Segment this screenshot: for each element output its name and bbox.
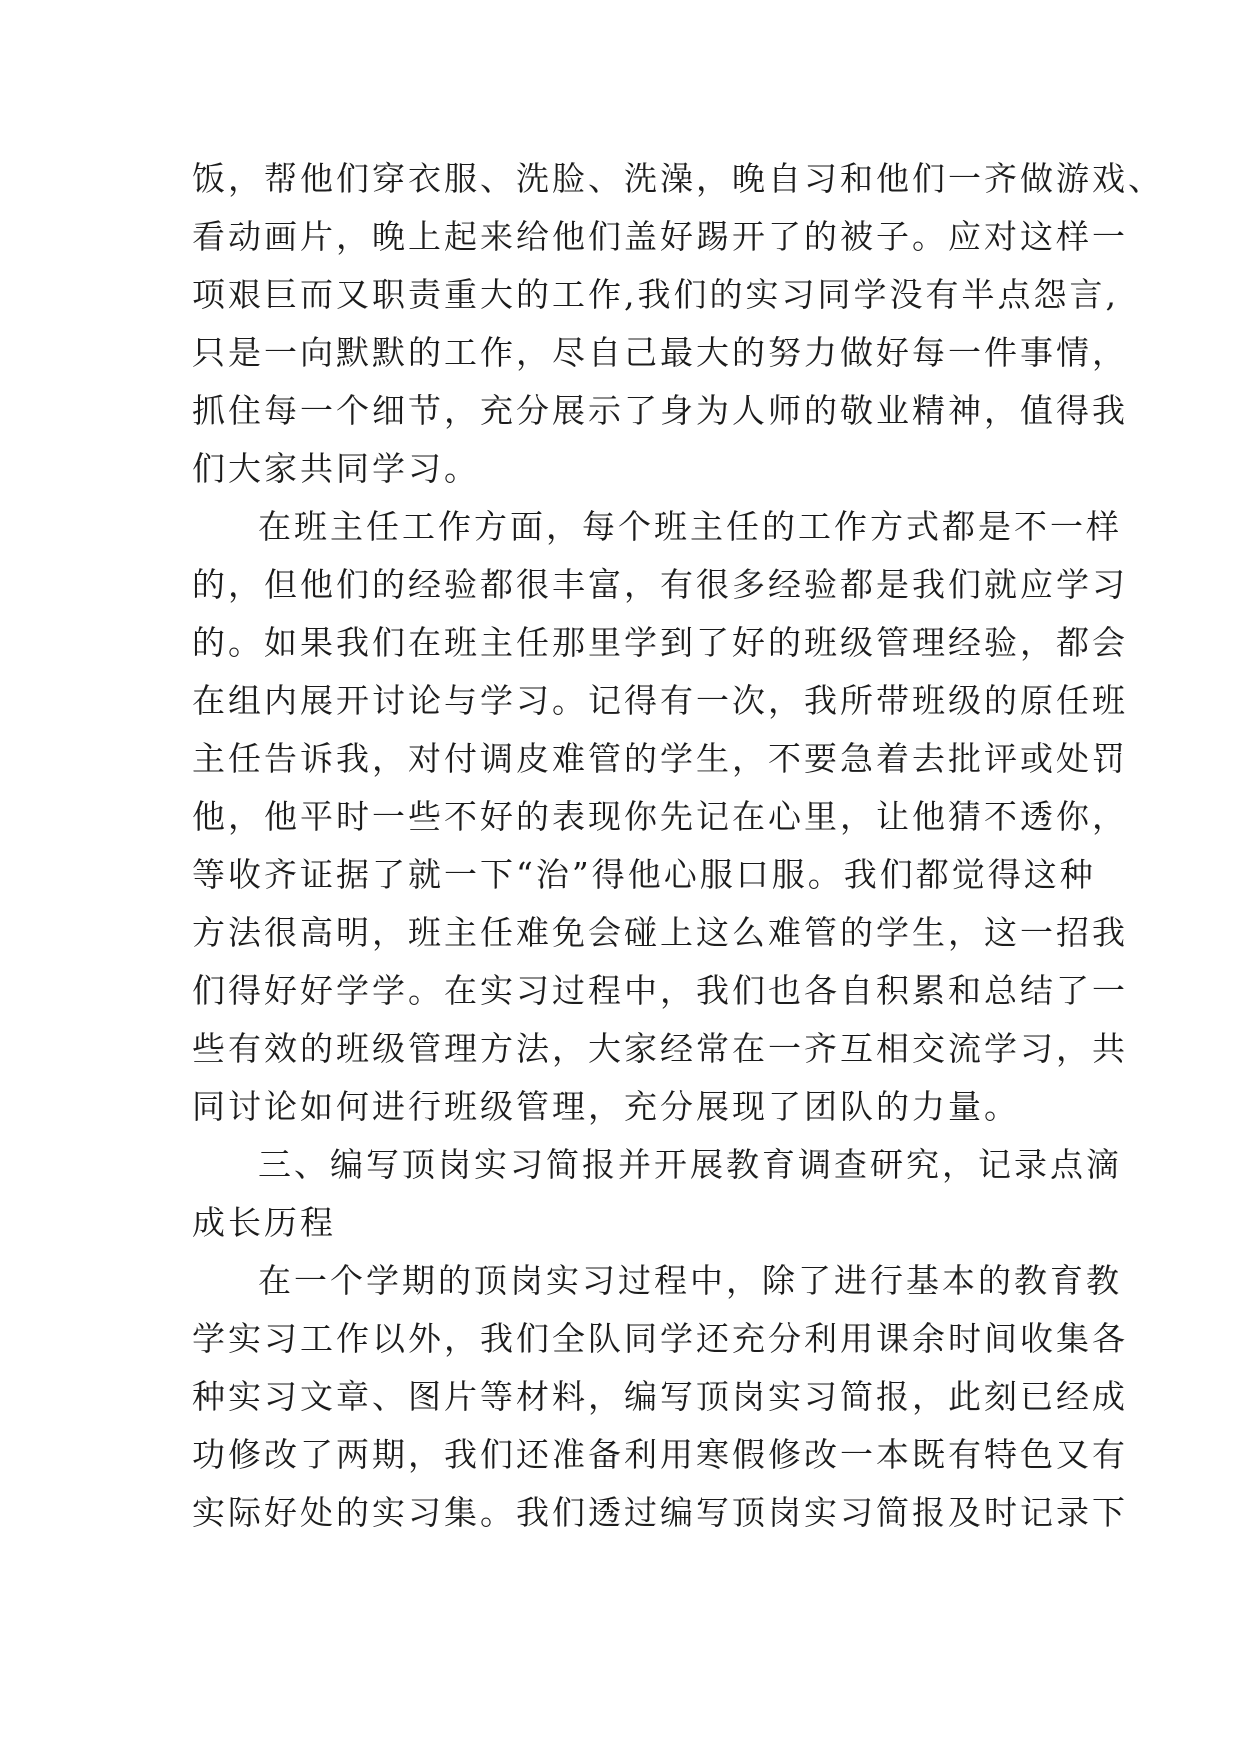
text-line: 项艰巨而又职责重大的工作,我们的实习同学没有半点怨言, <box>192 275 1119 314</box>
text-line: 在组内展开讨论与学习。记得有一次，我所带班级的原任班 <box>192 681 1128 720</box>
section-heading-line: 成长历程 <box>192 1203 336 1242</box>
text-line: 他，他平时一些不好的表现你先记在心里，让他猜不透你， <box>192 797 1128 836</box>
text-line: 抓住每一个细节，充分展示了身为人师的敬业精神，值得我 <box>192 391 1128 430</box>
text-line: 同讨论如何进行班级管理，充分展现了团队的力量。 <box>192 1087 1020 1126</box>
text-line: 功修改了两期，我们还准备利用寒假修改一本既有特色又有 <box>192 1435 1128 1474</box>
text-line: 种实习文章、图片等材料，编写顶岗实习简报，此刻已经成 <box>192 1377 1128 1416</box>
text-line: 方法很高明，班主任难免会碰上这么难管的学生，这一招我 <box>192 913 1128 952</box>
text-line: 们得好好学学。在实习过程中，我们也各自积累和总结了一 <box>192 971 1128 1010</box>
paragraph-start-line: 在一个学期的顶岗实习过程中，除了进行基本的教育教 <box>258 1261 1122 1300</box>
text-line: 只是一向默默的工作，尽自己最大的努力做好每一件事情， <box>192 333 1128 372</box>
text-line: 的。如果我们在班主任那里学到了好的班级管理经验，都会 <box>192 623 1128 662</box>
text-line: 些有效的班级管理方法，大家经常在一齐互相交流学习，共 <box>192 1029 1128 1068</box>
text-line: 看动画片，晚上起来给他们盖好踢开了的被子。应对这样一 <box>192 217 1128 256</box>
text-line: 等收齐证据了就一下“治”得他心服口服。我们都觉得这种 <box>192 855 1096 894</box>
text-line: 实际好处的实习集。我们透过编写顶岗实习简报及时记录下 <box>192 1493 1128 1532</box>
text-line: 主任告诉我，对付调皮难管的学生，不要急着去批评或处罚 <box>192 739 1128 778</box>
paragraph-start-line: 在班主任工作方面，每个班主任的工作方式都是不一样 <box>258 507 1122 546</box>
text-line: 学实习工作以外，我们全队同学还充分利用课余时间收集各 <box>192 1319 1128 1358</box>
text-line: 们大家共同学习。 <box>192 449 480 488</box>
text-line: 的，但他们的经验都很丰富，有很多经验都是我们就应学习 <box>192 565 1128 604</box>
body-text <box>192 150 1164 1542</box>
text-line: 饭，帮他们穿衣服、洗脸、洗澡，晚自习和他们一齐做游戏、 <box>192 159 1164 198</box>
section-heading-line: 三、编写顶岗实习简报并开展教育调查研究，记录点滴 <box>258 1145 1122 1184</box>
